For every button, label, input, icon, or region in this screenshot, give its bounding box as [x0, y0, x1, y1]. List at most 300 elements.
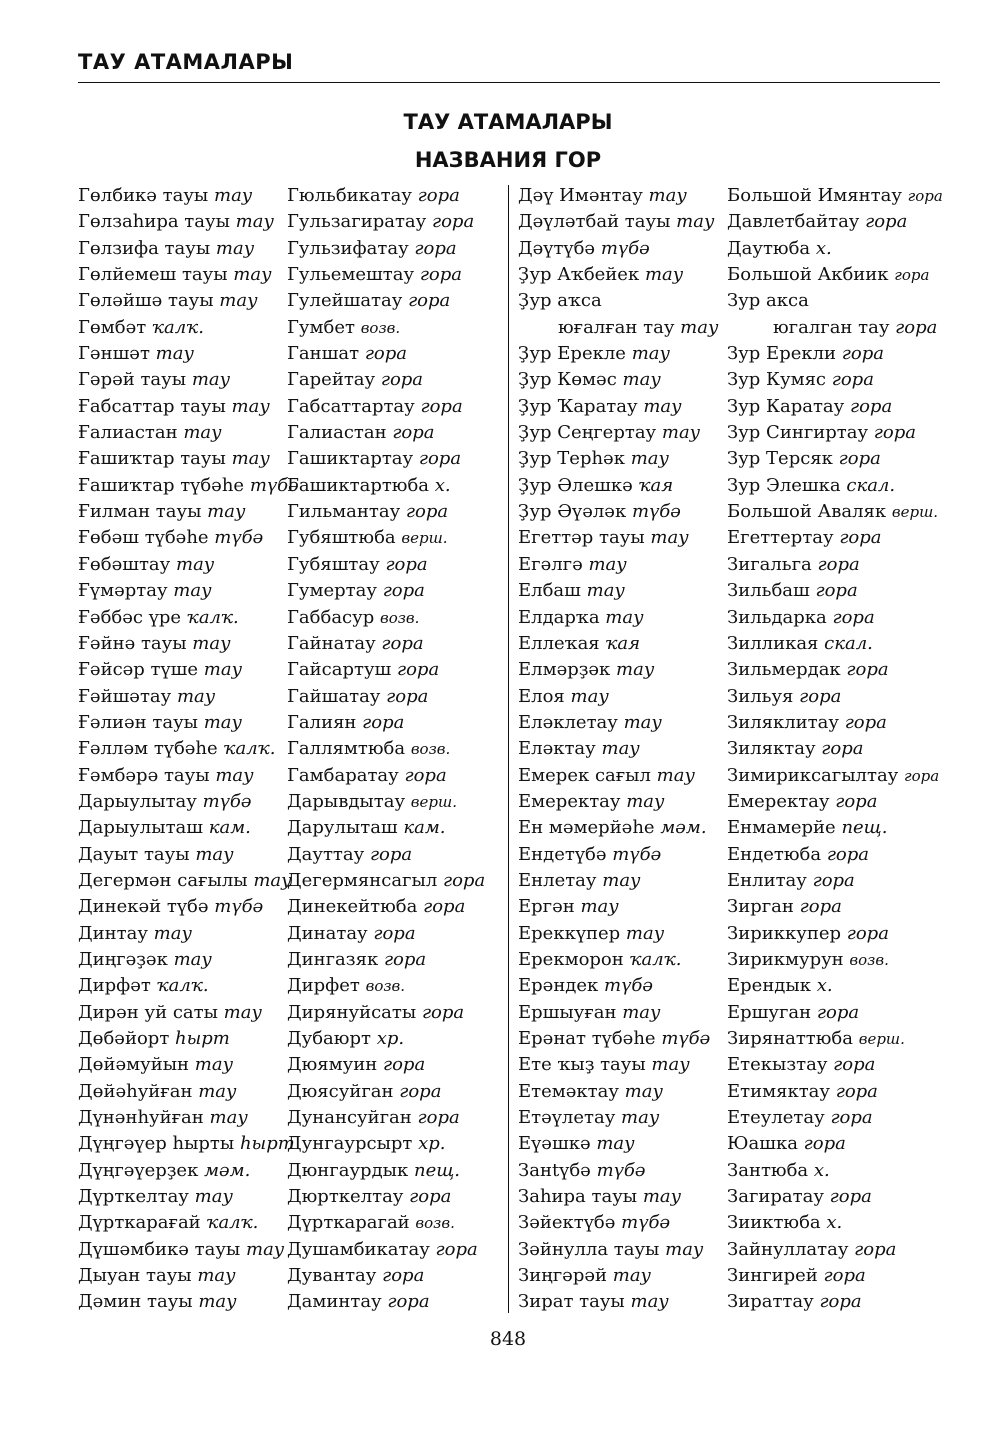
entry-row [518, 973, 943, 999]
name-text: Елмәрҙәк [518, 659, 611, 681]
entry-row [78, 236, 498, 262]
entry-row [518, 842, 943, 868]
russian-name [287, 341, 407, 367]
ru-text: Гульзифатау [287, 237, 409, 259]
name-text: Ҙур Ерекле [518, 343, 626, 365]
bashkir-name [518, 1158, 646, 1184]
ru-text: Енмамерйе [727, 817, 836, 839]
russian-name [727, 763, 939, 789]
entry-row [78, 763, 498, 789]
name-text: Дауыт тауы [78, 843, 190, 865]
bashkir-name [78, 789, 252, 815]
ru-type-abbrev: гора [419, 264, 462, 286]
ru-type-abbrev: гора [418, 448, 462, 470]
bashkir-name [78, 183, 252, 209]
name-text: Емерек сағыл [518, 764, 651, 786]
ru-text: Дюрткелтау [287, 1186, 404, 1208]
bashkir-name [518, 894, 619, 920]
name-text: Ҙур Терһәк [518, 448, 625, 470]
ru-type-abbrev: гора [404, 764, 447, 786]
name-text: Ерәнат түбәһе [518, 1028, 656, 1049]
entry-row [78, 842, 498, 868]
bashkir-name [518, 657, 654, 683]
ru-type-abbrev: гора [423, 896, 466, 918]
name-text: Гөлйемеш тауы [78, 264, 228, 286]
ru-text: Гамбаратау [287, 764, 399, 786]
entry-row [78, 631, 498, 657]
ru-text: Динатау [287, 922, 368, 944]
type-abbrev: тау [644, 264, 684, 286]
russian-name [727, 1289, 862, 1315]
bashkir-name [78, 631, 231, 657]
ru-text: Дюямуин [287, 1054, 378, 1076]
ru-text: Зильдарка [727, 606, 827, 628]
russian-name [727, 1184, 872, 1210]
entry-row [78, 973, 498, 999]
bashkir-name [78, 262, 272, 288]
ru-text: Динекейтюба [287, 896, 418, 918]
ru-type-abbrev: гора [816, 1001, 860, 1023]
ru-text: Дингазяк [287, 948, 379, 970]
russian-name [287, 1131, 446, 1157]
bashkir-name [78, 341, 194, 367]
type-abbrev: тау [198, 1080, 237, 1102]
russian-name [287, 367, 423, 393]
ru-text: Зираттау [727, 1291, 814, 1313]
russian-name [287, 315, 400, 341]
ru-text: Гашиктартюба [287, 474, 430, 496]
bashkir-name [518, 473, 673, 499]
bashkir-name [518, 789, 664, 815]
type-abbrev: мәм. [660, 817, 707, 839]
bashkir-name [518, 710, 662, 736]
ru-type-abbrev: гора [830, 1107, 873, 1129]
name-text: Ғөбәш түбәһе [78, 527, 209, 549]
russian-name [727, 1263, 866, 1289]
name-text: Елоя [518, 685, 565, 707]
name-text: Ерекморон [518, 948, 624, 970]
ru-type-abbrev: х. [826, 1212, 843, 1234]
bashkir-name [518, 1026, 710, 1052]
bashkir-name [518, 367, 661, 393]
ru-type-abbrev: гора [409, 1186, 452, 1208]
type-abbrev: түбә [621, 1212, 671, 1234]
entry-row [518, 367, 943, 393]
russian-name [287, 394, 463, 420]
ru-text: Ендетюба [727, 843, 822, 865]
bashkir-name [518, 341, 670, 367]
name-text: Зират тауы [518, 1291, 625, 1313]
ru-text: Зайнуллатау [727, 1238, 849, 1260]
type-abbrev: тау [605, 606, 644, 628]
name-text: Ғәлләм түбәһе [78, 738, 218, 760]
type-abbrev: ҡая [638, 474, 674, 496]
name-text: Динтау [78, 922, 148, 944]
entry-row [518, 1079, 943, 1105]
russian-name [727, 552, 860, 578]
bashkir-name [518, 552, 627, 578]
russian-name [287, 763, 447, 789]
ru-text: Зиляктау [727, 738, 816, 760]
entry-row [518, 710, 943, 736]
bashkir-name [78, 473, 299, 499]
ru-text: Зиляклитау [727, 711, 839, 733]
ru-type-abbrev: гора [392, 422, 435, 444]
type-abbrev: түбә [596, 1159, 646, 1181]
type-abbrev: тау [215, 237, 255, 259]
ru-text: Галиастан [287, 422, 387, 444]
type-abbrev: ҡалҡ. [186, 606, 239, 628]
name-text: Дүшәмбикә тауы [78, 1238, 241, 1260]
entry-row [518, 1026, 943, 1052]
ru-type-abbrev: верш. [401, 529, 448, 548]
name-text: Дөйәмуйын [78, 1054, 190, 1076]
russian-name [727, 1052, 875, 1078]
bashkir-name [78, 1052, 233, 1078]
name-text: Егәлгә [518, 553, 583, 575]
type-abbrev: ҡалҡ. [223, 738, 276, 760]
name-text: Гөләйшә тауы [78, 290, 214, 312]
name-text: Дирән уй саты [78, 1001, 218, 1023]
entry-row [78, 657, 498, 683]
ru-type-abbrev: гора [417, 185, 460, 206]
ru-type-abbrev: гора [846, 922, 889, 944]
name-text: Дүнәнһуйған [78, 1107, 204, 1129]
ru-text: югалган тау [773, 316, 890, 338]
bashkir-name [78, 763, 254, 789]
entry-row [518, 288, 943, 314]
ru-text: Губяштюба [287, 527, 396, 549]
bashkir-name [78, 394, 270, 420]
name-text: Дөбәйорт [78, 1028, 170, 1049]
bashkir-name [518, 631, 640, 657]
russian-name [287, 631, 424, 657]
entry-row [518, 947, 943, 973]
ru-type-abbrev: гора [405, 501, 449, 523]
entry-row [78, 789, 498, 815]
ru-type-abbrev: х. [434, 474, 451, 496]
ru-type-abbrev: гора [833, 1054, 876, 1076]
ru-type-abbrev: кам. [403, 817, 446, 839]
name-text: Дегермән сағылы [78, 869, 248, 891]
russian-name [727, 842, 869, 868]
type-abbrev: түбә [631, 501, 681, 523]
ru-type-abbrev: гора [369, 843, 413, 865]
ru-text: Юашка [727, 1133, 798, 1155]
bashkir-name [78, 684, 215, 710]
bashkir-name [518, 605, 644, 631]
ru-text: Галлямтюба [287, 738, 406, 760]
entry-row [518, 578, 943, 604]
ru-text: Дувантау [287, 1265, 377, 1287]
ru-text: Галиян [287, 711, 357, 733]
right-column-list [518, 183, 943, 1316]
russian-name [287, 578, 425, 604]
ru-type-abbrev: возв. [365, 977, 406, 996]
ru-type-abbrev: гора [835, 1080, 878, 1102]
type-abbrev: тау [622, 1001, 661, 1023]
type-abbrev: мәм. [204, 1159, 251, 1181]
type-abbrev: һырт [175, 1028, 230, 1049]
type-abbrev: тау [642, 1186, 682, 1208]
ru-text: Дунгаурсырт [287, 1133, 413, 1155]
type-abbrev: тау [643, 395, 682, 417]
ru-text: Гашиктартау [287, 448, 414, 470]
entry-row [78, 1237, 498, 1263]
russian-name [287, 1105, 460, 1131]
type-abbrev: тау [191, 369, 231, 391]
entry-row [78, 420, 498, 446]
russian-name [727, 1237, 896, 1263]
ru-type-abbrev: гора [815, 580, 858, 602]
ru-type-abbrev: гора [819, 1291, 862, 1313]
russian-name [287, 789, 457, 815]
ru-type-abbrev: гора [832, 606, 875, 628]
type-abbrev: тау [665, 1238, 704, 1260]
name-text: Ете ҡыҙ тауы [518, 1054, 646, 1076]
ru-type-abbrev: хр. [418, 1133, 446, 1155]
type-abbrev: тау [203, 711, 242, 733]
name-text: Ендетүбә [518, 843, 607, 865]
ru-text: Ерендык [727, 975, 811, 997]
bashkir-name [518, 1184, 681, 1210]
type-abbrev: тау [223, 1001, 262, 1023]
russian-name [287, 868, 485, 894]
type-abbrev: тау [176, 685, 216, 707]
ru-text: Гульзагиратау [287, 211, 427, 233]
type-abbrev: тау [246, 1238, 285, 1260]
russian-name [727, 1000, 859, 1026]
bashkir-name [518, 736, 640, 762]
ru-text: Зииктюба [727, 1212, 821, 1234]
type-abbrev: тау [680, 316, 719, 338]
name-text: Ғәббәс үре [78, 606, 182, 628]
type-abbrev: түбә [661, 1028, 711, 1049]
ru-text: Дюясуйган [287, 1080, 394, 1102]
entry-row [518, 209, 943, 235]
ru-type-abbrev: гора [383, 948, 427, 970]
ru-type-abbrev: гора [435, 1238, 478, 1260]
ru-text: Зилликая [727, 632, 819, 654]
bashkir-name [78, 1184, 233, 1210]
entry-row [518, 1289, 943, 1315]
type-abbrev: тау [622, 369, 661, 391]
ru-text: Зур Элешка [727, 474, 841, 496]
name-text: Ғүмәртау [78, 580, 168, 602]
name-text: Ҙур Әүәләк [518, 501, 627, 523]
bashkir-name [518, 947, 682, 973]
section-title: ТАУ АТАМАЛАРЫ [403, 110, 613, 134]
ru-type-abbrev: гора [839, 527, 882, 549]
entry-row [78, 525, 498, 551]
type-abbrev: ҡалҡ. [629, 948, 682, 970]
ru-text: Зур Каратау [727, 395, 845, 417]
ru-type-abbrev: гора [895, 316, 938, 338]
russian-name [287, 236, 457, 262]
bashkir-name [518, 236, 650, 262]
bashkir-name [78, 815, 251, 841]
russian-name [727, 420, 916, 446]
russian-name [727, 183, 943, 209]
type-abbrev: ҡалҡ. [206, 1212, 259, 1234]
russian-name [727, 394, 892, 420]
russian-name [287, 1237, 478, 1263]
ru-type-abbrev: х. [816, 975, 833, 997]
entry-row [78, 209, 498, 235]
russian-name [727, 1079, 878, 1105]
bashkir-name [518, 420, 700, 446]
ru-type-abbrev: гора [829, 1186, 872, 1208]
russian-name [287, 1000, 464, 1026]
entry-row [78, 367, 498, 393]
ru-text: Дауттау [287, 843, 365, 865]
name-text: Дүрткелтау [78, 1186, 189, 1208]
bashkir-name [78, 736, 275, 762]
ru-type-abbrev: верш. [891, 503, 939, 522]
bashkir-name [518, 525, 689, 551]
type-abbrev: тау [194, 1054, 234, 1076]
name-text: Ен мәмерйәһе [518, 817, 655, 839]
russian-name [727, 1131, 846, 1157]
bashkir-name [518, 262, 683, 288]
name-text: Елбаш [518, 580, 581, 602]
ru-type-abbrev: гора [373, 922, 416, 944]
ru-text: Гарейтау [287, 369, 376, 391]
ru-type-abbrev: гора [417, 1107, 460, 1129]
entry-row [518, 1052, 943, 1078]
ru-text: Зур Ерекли [727, 343, 837, 365]
russian-name [287, 657, 439, 683]
ru-text: Дунансуйган [287, 1107, 412, 1129]
ru-type-abbrev: гора [799, 896, 842, 918]
entry-row [78, 684, 498, 710]
bashkir-name [518, 499, 681, 525]
russian-name [287, 1026, 404, 1052]
ru-type-abbrev: гора [907, 187, 943, 205]
name-text: Ғәйшәтау [78, 685, 172, 707]
bashkir-name [78, 367, 230, 393]
name-text: Ҙур Әлешкә [518, 474, 633, 496]
russian-name [727, 657, 889, 683]
entry-row [518, 763, 943, 789]
bashkir-name [78, 1158, 250, 1184]
entry-row [78, 394, 498, 420]
type-abbrev: тау [630, 1291, 669, 1313]
bashkir-name [518, 183, 687, 209]
ru-text: Большой Аваляк [727, 501, 887, 523]
bashkir-name [518, 1000, 660, 1026]
ru-type-abbrev: х. [815, 237, 832, 259]
russian-name [287, 525, 448, 551]
type-abbrev: тау [183, 422, 222, 444]
ru-type-abbrev: возв. [849, 950, 889, 969]
russian-name [727, 947, 889, 973]
russian-name [287, 894, 465, 920]
bashkir-name [518, 842, 661, 868]
russian-name [727, 209, 907, 235]
ru-text: Егеттертау [727, 527, 834, 549]
russian-name [287, 1289, 430, 1315]
name-text: Ереккүпер [518, 922, 621, 944]
ru-type-abbrev: гора [846, 659, 889, 681]
name-text: Дөйәһуйған [78, 1080, 193, 1102]
name-text: Дәмин тауы [78, 1291, 193, 1313]
name-text: Ғалиастан [78, 422, 178, 444]
bashkir-name [518, 1237, 703, 1263]
name-text: Динекәй түбә [78, 896, 209, 918]
ru-text: Енлитау [727, 869, 807, 891]
russian-name [287, 1158, 460, 1184]
name-text: Еүәшкә [518, 1133, 591, 1155]
ru-text: Зантюба [727, 1159, 809, 1181]
russian-name [727, 684, 841, 710]
type-abbrev: тау [656, 764, 695, 786]
russian-name [287, 473, 451, 499]
type-abbrev: тау [195, 843, 234, 865]
ru-type-abbrev: скал. [824, 632, 873, 654]
entry-row [518, 868, 943, 894]
name-text: Ғәлиән тауы [78, 711, 198, 733]
ru-type-abbrev: гора [844, 711, 887, 733]
ru-type-abbrev: гора [803, 1133, 846, 1155]
entry-row [78, 1289, 498, 1315]
name-text: Елдарҡа [518, 606, 600, 628]
ru-text: Дарулыташ [287, 817, 398, 839]
entry-row [78, 736, 498, 762]
type-abbrev: тау [207, 501, 246, 523]
type-abbrev: тау [253, 869, 292, 891]
bashkir-name [78, 842, 234, 868]
type-abbrev: ҡалҡ. [156, 975, 209, 997]
type-abbrev: тау [612, 1265, 651, 1287]
type-abbrev: ҡая [605, 632, 641, 654]
name-text: Дүңгәүер һырты [78, 1133, 235, 1155]
ru-type-abbrev: возв. [360, 318, 401, 337]
type-abbrev: түбә [214, 896, 264, 918]
russian-name [287, 446, 461, 472]
entry-row [518, 473, 943, 499]
entry-row [518, 921, 943, 947]
name-text: Еләктау [518, 738, 596, 760]
name-text: Гөлзаһира тауы [78, 211, 230, 233]
bashkir-name [518, 815, 707, 841]
ru-text: Гайсартуш [287, 659, 392, 681]
entry-row [78, 473, 498, 499]
ru-type-abbrev: гора [420, 395, 463, 417]
bashkir-name [518, 1289, 669, 1315]
russian-name [727, 1210, 842, 1236]
ru-text: Дегермянсагыл [287, 869, 438, 891]
bashkir-name [78, 1000, 262, 1026]
ru-type-abbrev: скал. [846, 474, 896, 496]
russian-name [287, 262, 462, 288]
russian-name [287, 183, 460, 209]
ru-type-abbrev: гора [414, 237, 457, 259]
russian-name [727, 288, 809, 314]
entry-row [518, 815, 943, 841]
name-text: Ершыуған [518, 1001, 617, 1023]
ru-type-abbrev: возв. [415, 1214, 455, 1233]
name-text: Гөмбәт [78, 316, 147, 338]
type-abbrev: тау [586, 580, 625, 602]
russian-name [727, 605, 875, 631]
type-abbrev: тау [630, 448, 669, 470]
ru-text: Дубаюрт [287, 1028, 371, 1049]
name-text: Ғилман тауы [78, 501, 202, 523]
type-abbrev: тау [231, 395, 270, 417]
bashkir-name [78, 1079, 236, 1105]
russian-name [287, 710, 404, 736]
